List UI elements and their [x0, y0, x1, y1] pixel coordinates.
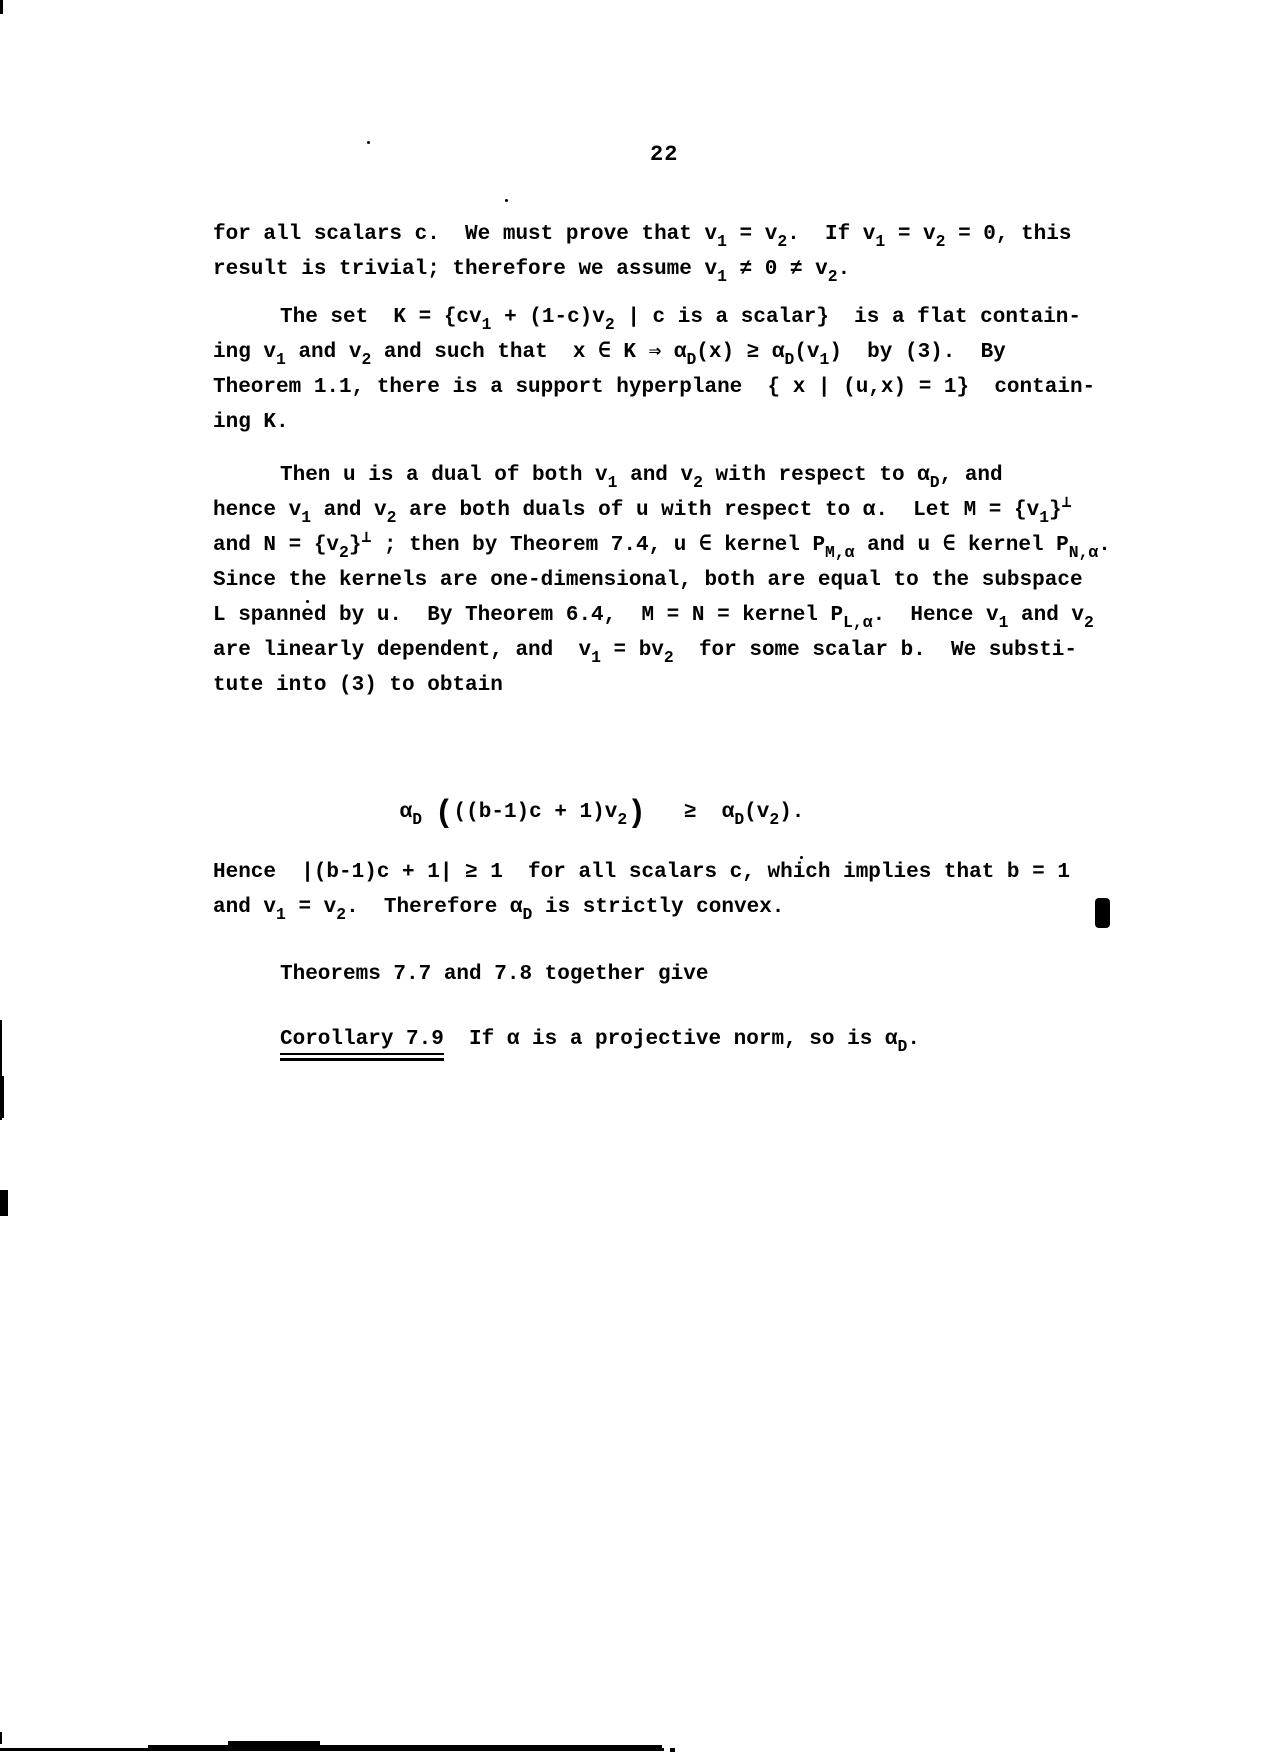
text-line: and $v_1 = v_2$. Therefore $\alpha_D$ is strictly convex.: [213, 896, 785, 925]
scan-artifact-bottom-bar: [670, 1748, 675, 1752]
equation-line: $\alpha_D$ $(((b-1)c + 1)v_2) \ge \alpha_D(v_2)$.: [399, 796, 805, 832]
ink-speck: [306, 600, 309, 603]
text-line: result is trivial; therefore we assume $v_1 \ne 0 \ne v_2$.: [213, 258, 851, 287]
text-line: Corollary 7.9 If α is a projective norm, so is $\alpha_D$.: [213, 1022, 1173, 1057]
text-line: and $N = \{v_2\}^\perp$ ; then by Theorem 7.4, u ∈ kernel $P_{M,\alpha}$ and u ∈ kernel $P_{N,\alpha}$.: [213, 527, 1111, 563]
scan-artifact-left-edge: [0, 1732, 2, 1744]
text-line: Hence |(b-1)c + 1| ≥ 1 for all scalars c, which implies that b = 1: [213, 861, 1070, 884]
paragraph: [213, 855, 1173, 925]
text-line: are linearly dependent, and $v_1 = bv_2$ for some scalar b. We substi-: [213, 639, 1077, 668]
text-line: Then u is a dual of both $v_1$ and $v_2$ with respect to $\alpha_D$, and: [280, 464, 1003, 493]
scan-artifact-bottom-bar: [228, 1741, 320, 1746]
paragraph: [213, 1022, 1173, 1057]
ink-speck: [367, 141, 370, 144]
ink-speck: [505, 199, 508, 202]
paragraph: [213, 458, 1173, 703]
scan-artifact-bottom-bar: [148, 1745, 662, 1751]
text-line: hence $v_1$ and $v_2$ are both duals of u with respect to α. Let $M = \{v_1\}^\perp$: [213, 492, 1072, 528]
paragraph: [213, 957, 1173, 992]
scan-artifact-left-edge: [0, 1076, 4, 1118]
scan-artifact-left-edge: [0, 1190, 8, 1216]
text-line: ing $v_1$ and $v_2$ and such that x ∈ K ⇒ $\alpha_D(x) \ge \alpha_D(v_1)$ by (3). By: [213, 341, 1006, 370]
text-line: L spanned by u. By Theorem 6.4, M = N = kernel $P_{L,\alpha}$. Hence $v_1$ and $v_2$: [213, 604, 1094, 633]
page-content: [213, 217, 1173, 1057]
scan-artifact-top-left-corner: [0, 0, 3, 14]
text-line: Theorem 1.1, there is a support hyperplane { x | (u,x) = 1} contain-: [213, 376, 1096, 399]
paragraph: [213, 217, 1173, 287]
text-line: The set $K = \{cv_1 + (1-c)v_2$ | c is a scalar} is a flat contain-: [280, 306, 1081, 335]
qed-marker: [1095, 898, 1110, 928]
display-equation: [213, 790, 1173, 836]
text-line: for all scalars c. We must prove that $v_1 = v_2$. If $v_1 = v_2 = 0$, this: [213, 223, 1072, 252]
ink-speck: [800, 856, 803, 859]
page-number: 22: [650, 142, 679, 167]
text-line: ing K.: [213, 411, 289, 434]
text-line: Since the kernels are one-dimensional, both are equal to the subspace: [213, 569, 1083, 592]
text-line: tute into (3) to obtain: [213, 674, 503, 697]
paragraph: [213, 300, 1173, 440]
text-line: Theorems 7.7 and 7.8 together give: [280, 963, 709, 986]
